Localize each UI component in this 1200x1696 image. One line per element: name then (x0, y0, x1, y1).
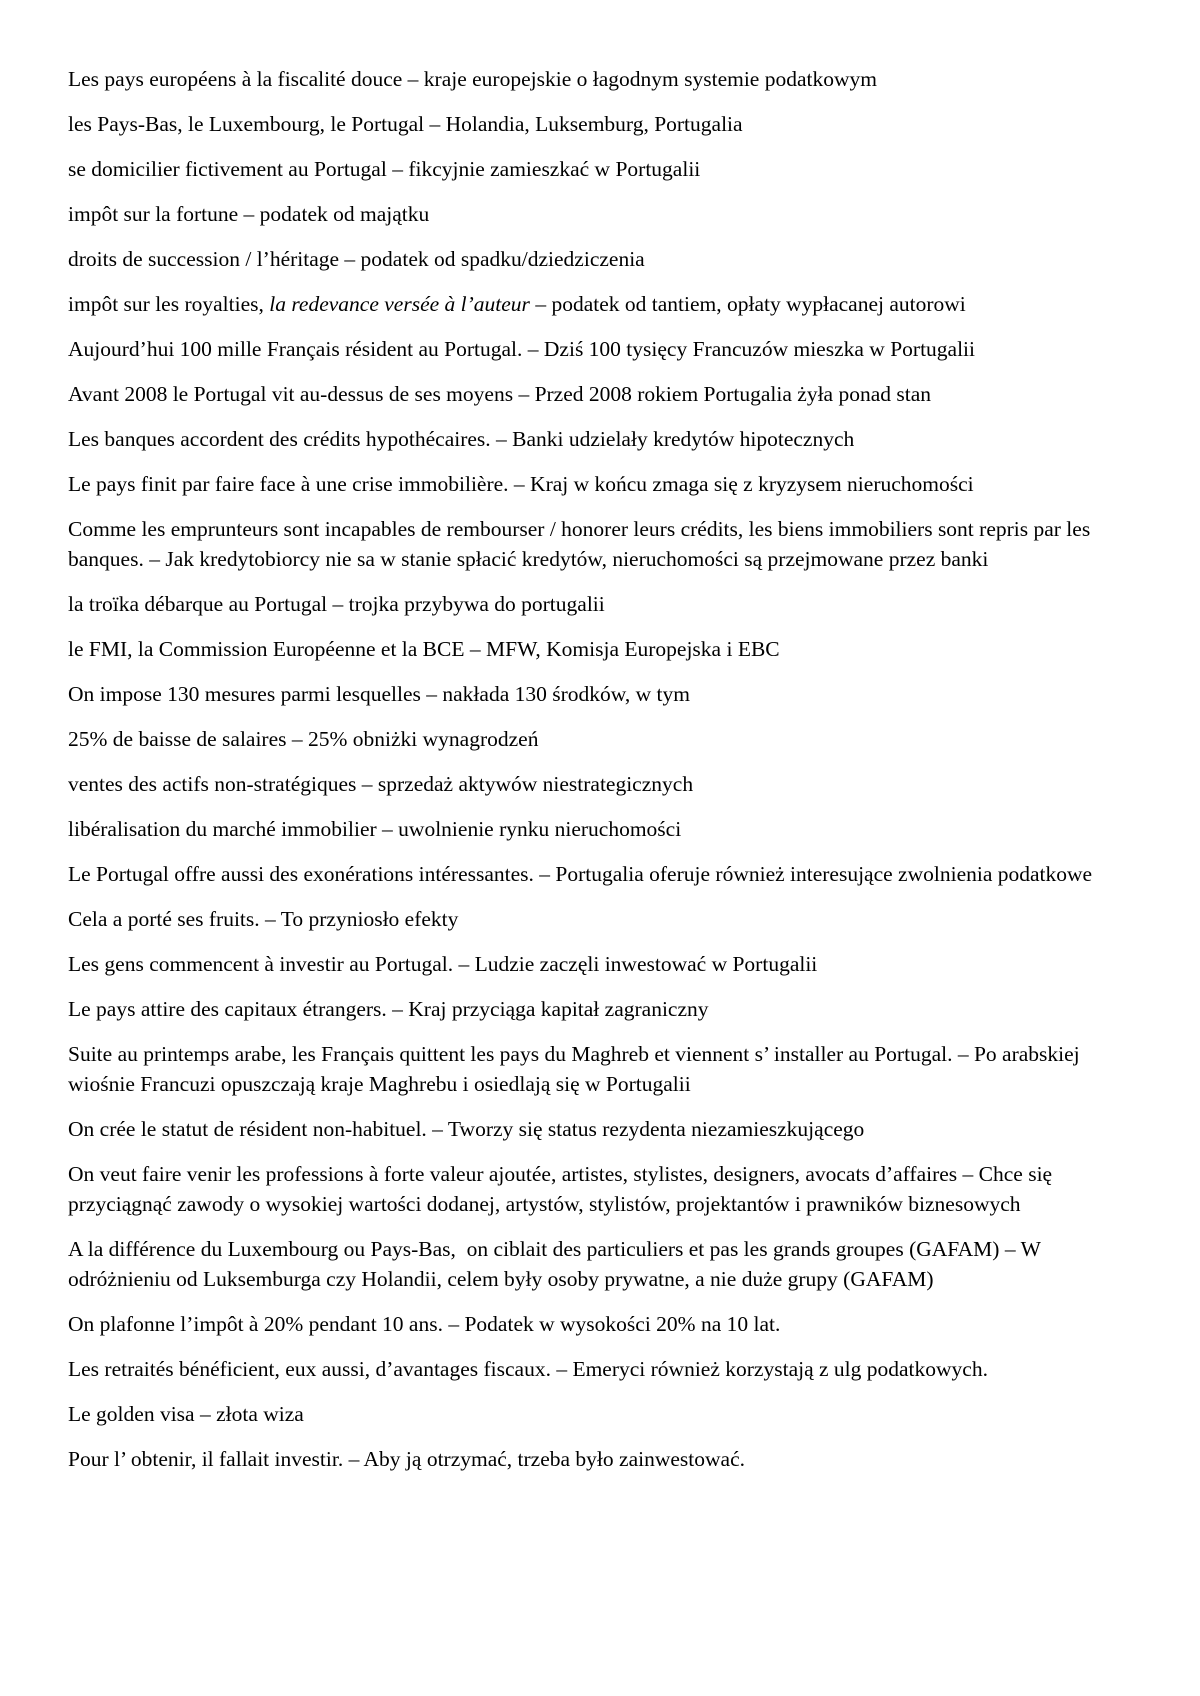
paragraph-27: Le golden visa – złota wiza (68, 1402, 304, 1426)
paragraph-5-italic-phrase: la redevance versée à l’auteur (269, 292, 530, 316)
paragraph-28: Pour l’ obtenir, il fallait investir. – Aby ją otrzymać, trzeba było zainwestować. (68, 1447, 745, 1471)
paragraph-8: Les banques accordent des crédits hypothécaires. – Banki udzielały kredytów hipotecznych (68, 427, 855, 451)
paragraph-1: les Pays-Bas, le Luxembourg, le Portugal – Holandia, Luksemburg, Portugalia (68, 112, 743, 136)
paragraph-5-lead-text: impôt sur les royalties, (68, 292, 270, 316)
paragraph-24: A la différence du Luxembourg ou Pays-Bas, on ciblait des particuliers et pas les grands groupes (GAFAM) – W odróżnieniu od Luksemburga czy Holandii, celem były osoby prywatne, a nie duże grupy (GAFAM) (68, 1237, 1046, 1291)
paragraph-11: la troïka débarque au Portugal – trojka przybywa do portugalii (68, 592, 605, 616)
paragraph-4: droits de succession / l’héritage – podatek od spadku/dziedziczenia (68, 247, 645, 271)
paragraph-13: On impose 130 mesures parmi lesquelles – nakłada 130 środków, w tym (68, 682, 690, 706)
paragraph-21: Suite au printemps arabe, les Français quittent les pays du Maghreb et viennent s’ installer au Portugal. – Po arabskiej wiośnie Francuzi opuszczają kraje Maghrebu i osiedlają się w Portugalii (68, 1042, 1086, 1096)
paragraph-20: Le pays attire des capitaux étrangers. – Kraj przyciąga kapitał zagraniczny (68, 997, 709, 1021)
paragraph-10: Comme les emprunteurs sont incapables de rembourser / honorer leurs crédits, les biens immobiliers sont repris par les banques. – Jak kredytobiorcy nie sa w stanie spłacić kredytów, nieruchomości są przejmowane przez banki (68, 517, 1096, 571)
paragraph-2: se domicilier fictivement au Portugal – fikcyjnie zamieszkać w Portugalii (68, 157, 701, 181)
paragraph-17: Le Portugal offre aussi des exonérations intéressantes. – Portugalia oferuje również interesujące zwolnienia podatkowe (68, 862, 1093, 886)
paragraph-22: On crée le statut de résident non-habituel. – Tworzy się status rezydenta niezamieszkującego (68, 1117, 865, 1141)
paragraph-15: ventes des actifs non-stratégiques – sprzedaż aktywów niestrategicznych (68, 772, 694, 796)
paragraph-14: 25% de baisse de salaires – 25% obniżki wynagrodzeń (68, 727, 539, 751)
paragraph-23: On veut faire venir les professions à forte valeur ajoutée, artistes, stylistes, designers, avocats d’affaires – Chce się przyciągnąć zawody o wysokiej wartości dodanej, artystów, stylistów, projektantów i prawników biznesowych (68, 1162, 1058, 1216)
paragraph-6: Aujourd’hui 100 mille Français résident au Portugal. – Dziś 100 tysięcy Francuzów mieszka w Portugalii (68, 337, 975, 361)
paragraph-19: Les gens commencent à investir au Portugal. – Ludzie zaczęli inwestować w Portugalii (68, 952, 818, 976)
paragraph-9: Le pays finit par faire face à une crise immobilière. – Kraj w końcu zmaga się z kryzysem nieruchomości (68, 472, 974, 496)
paragraph-26: Les retraités bénéficient, eux aussi, d’avantages fiscaux. – Emeryci również korzystają z ulg podatkowych. (68, 1357, 988, 1381)
paragraph-0: Les pays européens à la fiscalité douce – kraje europejskie o łagodnym systemie podatkowym (68, 67, 877, 91)
paragraph-5 (68, 289, 1138, 319)
paragraph-3: impôt sur la fortune – podatek od majątku (68, 202, 430, 226)
paragraph-18: Cela a porté ses fruits. – To przyniosło efekty (68, 907, 459, 931)
paragraph-5-trail-text: – podatek od tantiem, opłaty wypłacanej autorowi (529, 292, 966, 316)
paragraph-16: libéralisation du marché immobilier – uwolnienie rynku nieruchomości (68, 817, 682, 841)
paragraph-7: Avant 2008 le Portugal vit au-dessus de ses moyens – Przed 2008 rokiem Portugalia żyła ponad stan (68, 382, 932, 406)
paragraph-25: On plafonne l’impôt à 20% pendant 10 ans. – Podatek w wysokości 20% na 10 lat. (68, 1312, 781, 1336)
paragraph-12: le FMI, la Commission Européenne et la BCE – MFW, Komisja Europejska i EBC (68, 637, 780, 661)
